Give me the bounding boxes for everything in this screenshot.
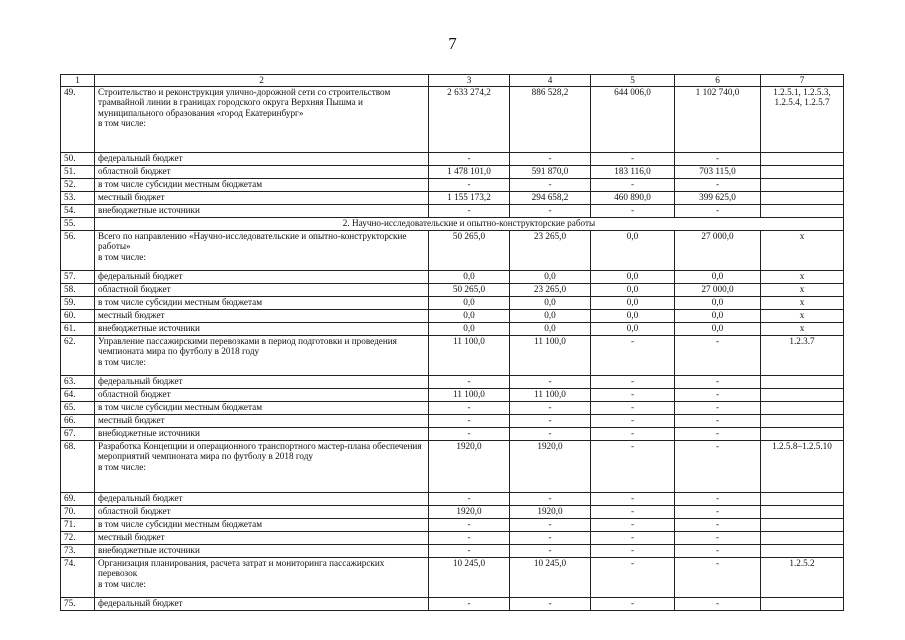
row-number: 60. [61,309,95,322]
row-name: в том числе субсидии местным бюджетам [95,178,429,191]
row-name: внебюджетные источники [95,427,429,440]
table-row [61,388,844,401]
goal-code [761,152,844,165]
header-cell: 7 [761,75,844,87]
table-row [61,505,844,518]
row-name: местный бюджет [95,191,429,204]
value-2016: - [510,401,591,414]
value-2018: 27 000,0 [675,230,761,270]
row-name: местный бюджет [95,531,429,544]
value-2017: - [591,414,675,427]
value-2016: 11 100,0 [510,388,591,401]
row-number: 62. [61,335,95,375]
table-header-row [61,75,844,87]
row-name: областной бюджет [95,165,429,178]
goal-code: х [761,296,844,309]
value-2018: 27 000,0 [675,283,761,296]
row-number: 71. [61,518,95,531]
value-2018: 399 625,0 [675,191,761,204]
header-cell: 4 [510,75,591,87]
row-number: 58. [61,283,95,296]
value-2018: - [675,505,761,518]
value-2016: 591 870,0 [510,165,591,178]
row-name: Организация планирования, расчета затрат и мониторинга пассажирских перевозок в том числе: [95,557,429,597]
value-2017: - [591,388,675,401]
row-number: 70. [61,505,95,518]
row-number: 66. [61,414,95,427]
value-2016: - [510,375,591,388]
value-2017: - [591,544,675,557]
row-number: 74. [61,557,95,597]
value-2018: - [675,531,761,544]
row-name: Всего по направлению «Научно-исследовательские и опытно-конструкторские работы» в том числе: [95,230,429,270]
goal-code: х [761,283,844,296]
value-2018: 0,0 [675,270,761,283]
table-row [61,191,844,204]
value-2016: 886 528,2 [510,86,591,152]
goal-code [761,518,844,531]
row-name: федеральный бюджет [95,152,429,165]
table-row [61,296,844,309]
value-2016: 1920,0 [510,505,591,518]
row-number: 57. [61,270,95,283]
table-row [61,283,844,296]
value-2016: - [510,597,591,610]
goal-code: 1.2.5.2 [761,557,844,597]
value-total: - [429,492,510,505]
row-number: 55. [61,217,95,230]
section-row [61,217,844,230]
value-2017: - [591,597,675,610]
table-row [61,557,844,597]
value-2017: - [591,204,675,217]
value-2017: 0,0 [591,230,675,270]
value-2018: - [675,597,761,610]
value-total: - [429,152,510,165]
value-2017: 0,0 [591,322,675,335]
row-number: 59. [61,296,95,309]
value-2016: - [510,492,591,505]
value-2018: - [675,335,761,375]
value-total: - [429,518,510,531]
table-row [61,86,844,152]
goal-code [761,375,844,388]
goal-code [761,427,844,440]
value-total: - [429,414,510,427]
row-name: Строительство и реконструкция улично-дорожной сети со строительством трамвайной линии в границах городского округа Верхняя Пышма и муниципального образования «город Екатеринбург» в том числе: [95,86,429,152]
value-2017: - [591,531,675,544]
value-total: 0,0 [429,270,510,283]
goal-code [761,492,844,505]
goal-code: х [761,322,844,335]
value-total: - [429,204,510,217]
header-cell: 2 [95,75,429,87]
table-row [61,531,844,544]
row-number: 56. [61,230,95,270]
row-name: Управление пассажирскими перевозками в период подготовки и проведения чемпионата мира по футболу в 2018 году в том числе: [95,335,429,375]
goal-code: 1.2.5.1, 1.2.5.3, 1.2.5.4, 1.2.5.7 [761,86,844,152]
value-2018: - [675,427,761,440]
value-total: 11 100,0 [429,388,510,401]
table-row [61,322,844,335]
row-number: 49. [61,86,95,152]
row-name: Разработка Концепции и операционного транспортного мастер-плана обеспечения мероприятий чемпионата мира по футболу в 2018 году в том числе: [95,440,429,492]
goal-code: х [761,270,844,283]
value-total: - [429,401,510,414]
row-name: внебюджетные источники [95,322,429,335]
table-row [61,204,844,217]
value-2017: 183 116,0 [591,165,675,178]
row-name: местный бюджет [95,309,429,322]
value-2017: - [591,178,675,191]
row-number: 69. [61,492,95,505]
table-row [61,518,844,531]
row-number: 54. [61,204,95,217]
value-total: 2 633 274,2 [429,86,510,152]
row-name: местный бюджет [95,414,429,427]
value-total: 1920,0 [429,505,510,518]
value-2017: - [591,492,675,505]
goal-code [761,204,844,217]
table-row [61,427,844,440]
value-2017: - [591,505,675,518]
row-number: 75. [61,597,95,610]
goal-code [761,401,844,414]
value-2016: - [510,178,591,191]
value-total: - [429,531,510,544]
goal-code [761,597,844,610]
row-name: областной бюджет [95,505,429,518]
value-2016: 294 658,2 [510,191,591,204]
value-2017: - [591,152,675,165]
value-2016: 23 265,0 [510,230,591,270]
row-name: федеральный бюджет [95,597,429,610]
row-number: 61. [61,322,95,335]
value-2017: 0,0 [591,270,675,283]
row-name: в том числе субсидии местным бюджетам [95,296,429,309]
value-2017: 0,0 [591,283,675,296]
row-name: федеральный бюджет [95,270,429,283]
value-total: 50 265,0 [429,230,510,270]
page-number: 7 [448,34,457,53]
value-2018: - [675,544,761,557]
value-total: 11 100,0 [429,335,510,375]
header-cell: 5 [591,75,675,87]
row-name: в том числе субсидии местным бюджетам [95,401,429,414]
value-2018: - [675,152,761,165]
value-2018: - [675,401,761,414]
row-name: областной бюджет [95,388,429,401]
value-2018: 0,0 [675,322,761,335]
value-total: 0,0 [429,296,510,309]
table-row [61,270,844,283]
table-row [61,492,844,505]
goal-code: 1.2.3.7 [761,335,844,375]
row-name: внебюджетные источники [95,204,429,217]
row-name: внебюджетные источники [95,544,429,557]
value-total: 0,0 [429,309,510,322]
table-row [61,178,844,191]
value-2018: - [675,518,761,531]
value-total: 1 155 173,2 [429,191,510,204]
row-number: 67. [61,427,95,440]
value-2018: - [675,557,761,597]
goal-code [761,191,844,204]
row-name: федеральный бюджет [95,492,429,505]
row-number: 63. [61,375,95,388]
row-name: областной бюджет [95,283,429,296]
value-total: 1920,0 [429,440,510,492]
value-2016: 10 245,0 [510,557,591,597]
value-2017: 460 890,0 [591,191,675,204]
value-2016: 23 265,0 [510,283,591,296]
table-row [61,165,844,178]
value-total: - [429,427,510,440]
value-2016: - [510,204,591,217]
table-row [61,401,844,414]
goal-code [761,165,844,178]
goal-code [761,505,844,518]
value-2018: - [675,388,761,401]
value-2017: 0,0 [591,296,675,309]
value-2016: - [510,544,591,557]
value-total: - [429,375,510,388]
value-2016: 0,0 [510,296,591,309]
value-total: - [429,178,510,191]
value-total: 1 478 101,0 [429,165,510,178]
row-name: федеральный бюджет [95,375,429,388]
header-cell: 3 [429,75,510,87]
goal-code [761,388,844,401]
row-number: 68. [61,440,95,492]
value-2016: 1920,0 [510,440,591,492]
goal-code: х [761,309,844,322]
value-2017: - [591,401,675,414]
goal-code [761,178,844,191]
value-2018: - [675,492,761,505]
value-2017: - [591,335,675,375]
value-2018: - [675,414,761,427]
value-2018: 1 102 740,0 [675,86,761,152]
value-2018: 0,0 [675,296,761,309]
value-2017: - [591,557,675,597]
value-total: - [429,544,510,557]
value-2018: 0,0 [675,309,761,322]
table-row [61,152,844,165]
value-2018: - [675,440,761,492]
value-2016: 0,0 [510,270,591,283]
budget-table [60,74,844,611]
table-row [61,375,844,388]
table-row [61,544,844,557]
goal-code [761,544,844,557]
value-2016: - [510,414,591,427]
value-total: 50 265,0 [429,283,510,296]
value-2016: - [510,152,591,165]
value-2016: - [510,518,591,531]
value-2018: - [675,178,761,191]
table-row [61,440,844,492]
row-number: 73. [61,544,95,557]
value-total: 10 245,0 [429,557,510,597]
value-2017: - [591,375,675,388]
row-number: 53. [61,191,95,204]
value-2018: - [675,375,761,388]
value-2016: - [510,531,591,544]
table-row [61,414,844,427]
goal-code [761,414,844,427]
value-2016: 0,0 [510,322,591,335]
header-cell: 1 [61,75,95,87]
value-2017: - [591,440,675,492]
value-2017: 644 006,0 [591,86,675,152]
value-2018: 703 115,0 [675,165,761,178]
value-2016: 11 100,0 [510,335,591,375]
table-row [61,309,844,322]
header-cell: 6 [675,75,761,87]
row-number: 50. [61,152,95,165]
table-row [61,230,844,270]
section-title: 2. Научно-исследовательские и опытно-конструкторские работы [95,217,844,230]
value-2018: - [675,204,761,217]
value-2017: - [591,518,675,531]
goal-code: х [761,230,844,270]
row-name: в том числе субсидии местным бюджетам [95,518,429,531]
value-2016: - [510,427,591,440]
value-total: 0,0 [429,322,510,335]
row-number: 51. [61,165,95,178]
table-row [61,597,844,610]
goal-code [761,531,844,544]
value-2016: 0,0 [510,309,591,322]
value-2017: 0,0 [591,309,675,322]
table-row [61,335,844,375]
value-2017: - [591,427,675,440]
row-number: 64. [61,388,95,401]
goal-code: 1.2.5.8–1.2.5.10 [761,440,844,492]
row-number: 72. [61,531,95,544]
row-number: 65. [61,401,95,414]
value-total: - [429,597,510,610]
row-number: 52. [61,178,95,191]
